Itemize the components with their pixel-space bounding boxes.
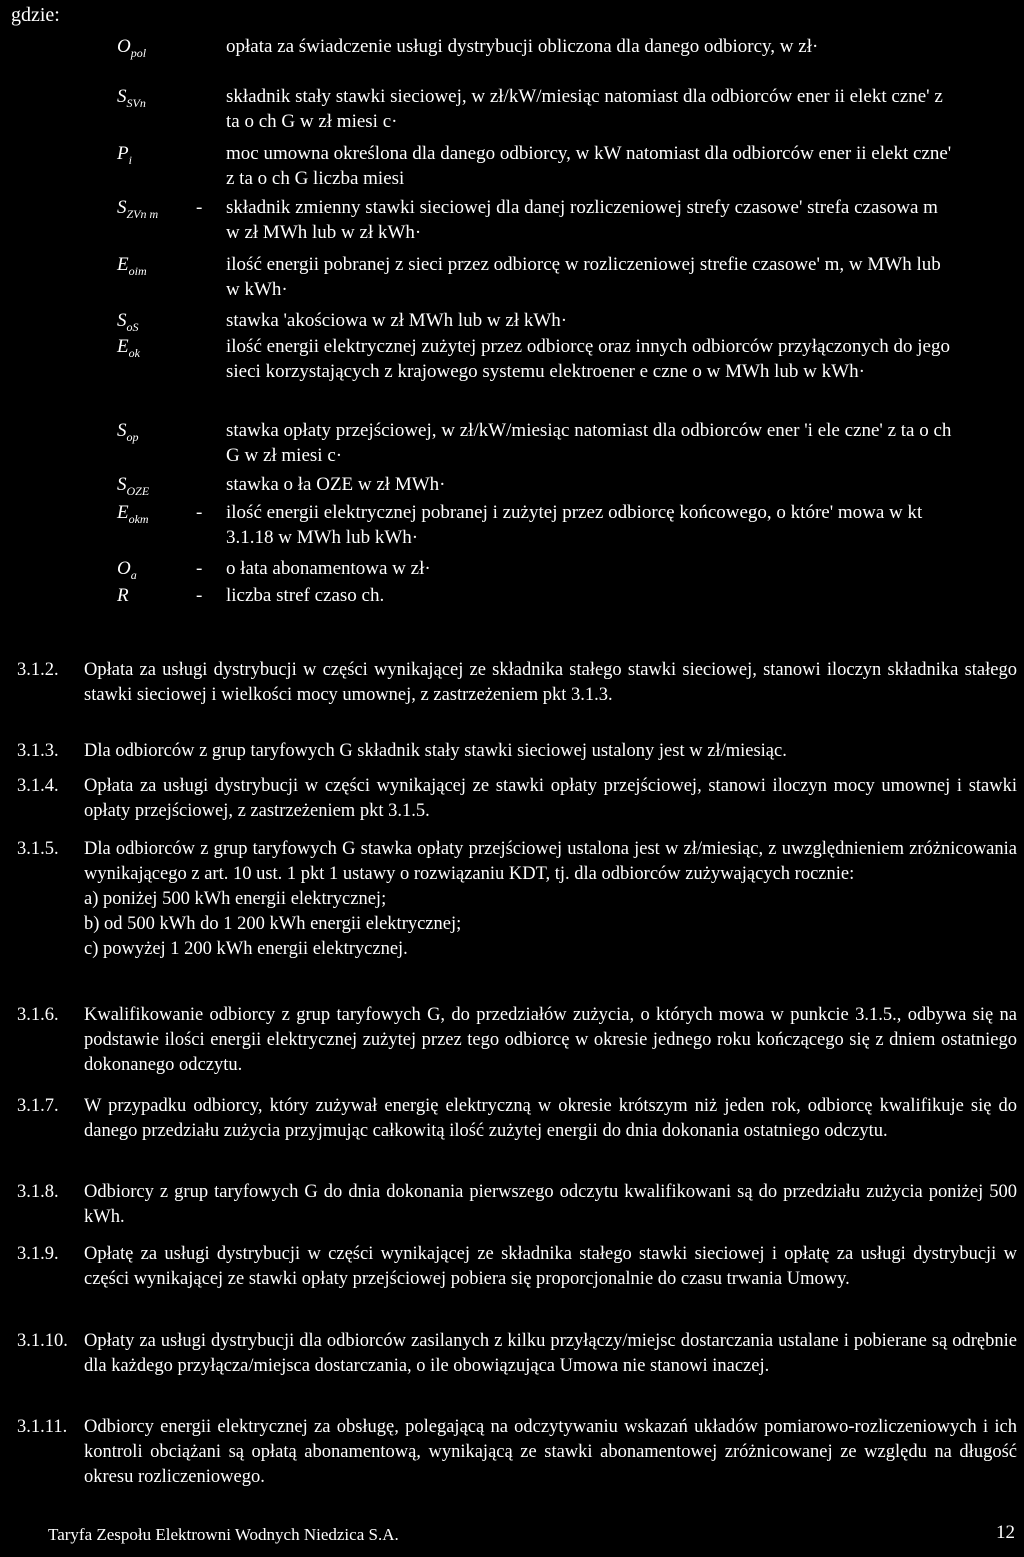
section-text: Opłaty za usługi dystrybucji dla odbiorców zasilanych z kilku przyłączy/miejsc dostarczania ustalane i pobierane są odrębnie dla każdego przyłącza/miejsca dostarczania, o ile obowiązująca Umowa nie stanowi inaczej.	[84, 1331, 1017, 1376]
definition-text: stawka 'akościowa w zł MWh lub w zł kWh·	[226, 310, 568, 331]
definition-dash: -	[196, 585, 203, 606]
definition-symbol: $S_{ZVn m}$	[117, 197, 159, 221]
definition-symbol: $E_{oim}$	[117, 254, 147, 278]
definition-symbol: $E_{okm}$	[117, 502, 149, 526]
definition-text: składnik stały stawki sieciowej, w zł/kW/miesiąc natomiast dla odbiorców ener ii elekt czne' z ta o ch G w zł miesi c·	[226, 86, 943, 132]
section-text: Opłatę za usługi dystrybucji w części wynikającej ze składnika stałego stawki sieciowej i opłatę za usługi dystrybucji w części wynikającej ze stawki opłaty przejściowej pobiera się proporcjonalnie do czasu trwania Umowy.	[84, 1244, 1017, 1289]
definition-text: stawka o ła OZE w zł MWh·	[226, 474, 446, 495]
list-item: c) powyżej 1 200 kWh energii elektrycznej.	[84, 939, 408, 959]
intro-label: gdzie:	[11, 4, 60, 26]
definition-text: opłata za świadczenie usługi dystrybucji obliczona dla danego odbiorcy, w zł·	[226, 36, 819, 57]
definition-text: ilość energii elektrycznej pobranej i zużytej przez odbiorcę końcowego, o które' mowa w kt 3.1.18 w MWh lub kWh·	[226, 502, 923, 548]
definition-symbol: $S_{oS}$	[117, 310, 139, 334]
definition-symbol: $O_{pol}$	[117, 36, 147, 60]
symbol-subscript: pol	[130, 45, 147, 60]
symbol-subscript: i	[128, 152, 132, 167]
section-text: Odbiorcy energii elektrycznej za obsługę, polegającą na odczytywaniu wskazań układów pomiarowo-rozliczeniowych i ich kontroli obciążani są opłatą abonamentową, wynikającą ze stawki abonamentowej zróżnicowanej ze względu na długość okresu rozliczeniowego.	[84, 1417, 1017, 1487]
section-text: Opłata za usługi dystrybucji w części wynikającej ze składnika stałego stawki sieciowej, stanowi iloczyn składnika stałego stawki sieciowej i wielkości mocy umownej, z zastrzeżeniem pkt 3.1.3.	[84, 660, 1017, 705]
page-footer: Taryfa Zespołu Elektrowni Wodnych Niedzica S.A.	[48, 1525, 399, 1544]
symbol-subscript: OZE	[126, 483, 150, 498]
definition-symbol: $O_a$	[117, 558, 137, 582]
list-item: a) poniżej 500 kWh energii elektrycznej;	[84, 889, 387, 909]
definition-text: stawka opłaty przejściowej, w zł/kW/miesiąc natomiast dla odbiorców ener 'i ele czne' z ta o ch G w zł miesi c·	[226, 420, 952, 466]
symbol-subscript: SVn	[126, 95, 146, 110]
section-text: Opłata za usługi dystrybucji w części wynikającej ze stawki opłaty przejściowej, stanowi iloczyn mocy umownej i stawki opłaty przejściowej, z zastrzeżeniem pkt 3.1.5.	[84, 776, 1017, 821]
symbol-subscript: ok	[128, 345, 140, 360]
definition-symbol: $S_{op}$	[117, 420, 139, 444]
section-number: 3.1.5.	[17, 839, 59, 859]
section-number: 3.1.3.	[17, 741, 59, 761]
section-text-body: Dla odbiorców z grup taryfowych G stawka opłaty przejściowej ustalona jest w zł/miesiąc, z uwzględnieniem zróżnicowania wynikającego z art. 10 ust. 1 pkt 1 ustawy o rozwiązaniu KDT, tj. dla odbiorców zużywających rocznie:	[84, 839, 1017, 884]
symbol-subscript: oim	[128, 263, 147, 278]
definition-symbol: $P_i$	[117, 143, 132, 167]
section-number: 3.1.4.	[17, 776, 59, 796]
definition-text: ilość energii elektrycznej zużytej przez odbiorcę oraz innych odbiorców przyłączonych do jego sieci korzystających z krajowego systemu elektroener e czne o w MWh lub w kWh·	[226, 336, 950, 382]
section-text: Kwalifikowanie odbiorcy z grup taryfowych G, do przedziałów zużycia, o których mowa w punkcie 3.1.5., odbywa się na podstawie ilości energii elektrycznej zużytej przez tego odbiorcę w okresie jednego roku kończącego się z dniem ostatniego dokonanego odczytu.	[84, 1005, 1017, 1075]
definition-symbol: $S_{OZE}$	[117, 474, 150, 498]
symbol-subscript: oS	[126, 319, 139, 334]
definition-text: o łata abonamentowa w zł·	[226, 558, 431, 579]
section-text: Dla odbiorców z grup taryfowych G składnik stały stawki sieciowej ustalony jest w zł/miesiąc.	[84, 741, 787, 761]
section-number: 3.1.7.	[17, 1096, 59, 1116]
definition-text: składnik zmienny stawki sieciowej dla danej rozliczeniowej strefy czasowe' strefa czasowa m w zł MWh lub w zł kWh·	[226, 197, 938, 243]
list-item: b) od 500 kWh do 1 200 kWh energii elektrycznej;	[84, 914, 462, 934]
definition-dash: -	[196, 502, 203, 523]
section-number: 3.1.9.	[17, 1244, 59, 1264]
definition-text: ilość energii pobranej z sieci przez odbiorcę w rozliczeniowej strefie czasowe' m, w MWh lub w kWh·	[226, 254, 941, 300]
section-number: 3.1.6.	[17, 1005, 59, 1025]
definition-dash: -	[196, 197, 203, 218]
section-number: 3.1.2.	[17, 660, 59, 680]
page-number: 12	[996, 1522, 1015, 1543]
section-text	[84, 837, 1017, 962]
symbol-subscript: a	[130, 567, 137, 582]
symbol-subscript: okm	[128, 511, 149, 526]
definition-symbol: $E_{ok}$	[117, 336, 140, 360]
section-number: 3.1.10.	[17, 1331, 68, 1351]
section-text: W przypadku odbiorcy, który zużywał energię elektryczną w okresie krótszym niż jeden rok, odbiorcę kwalifikuje się do danego przedziału zużycia przyjmując całkowitą ilość zużytej energii do dnia dokonania ostatniego odczytu.	[84, 1096, 1017, 1141]
symbol-subscript: op	[126, 429, 139, 444]
symbol-subscript: ZVn m	[126, 206, 159, 221]
definition-symbol: R	[117, 585, 129, 606]
section-number: 3.1.11.	[17, 1417, 68, 1437]
definition-dash: -	[196, 558, 203, 579]
definition-text: liczba stref czaso ch.	[226, 585, 385, 606]
section-number: 3.1.8.	[17, 1182, 59, 1202]
definition-text: moc umowna określona dla danego odbiorcy, w kW natomiast dla odbiorców ener ii elekt czne' z ta o ch G liczba miesi	[226, 143, 952, 189]
definition-symbol: $S_{SVn}$	[117, 86, 146, 110]
section-text: Odbiorcy z grup taryfowych G do dnia dokonania pierwszego odczytu kwalifikowani są do przedziału zużycia poniżej 500 kWh.	[84, 1182, 1017, 1227]
